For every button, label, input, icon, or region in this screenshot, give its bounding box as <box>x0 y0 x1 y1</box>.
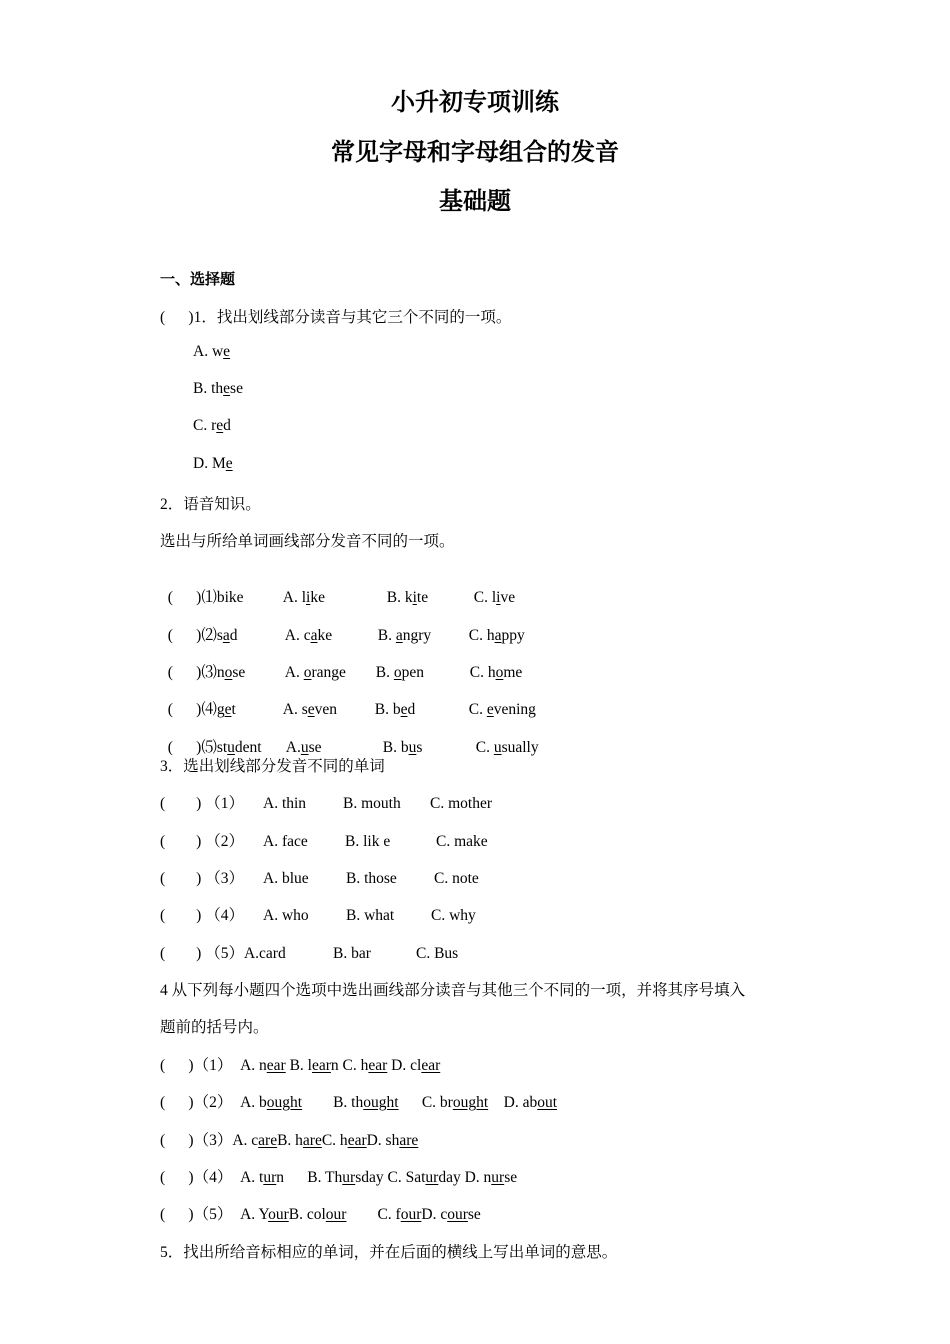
q2-item: ( )⑴bike A. like B. kite C. live <box>167 589 516 606</box>
q1-option-a: A. we <box>193 343 231 360</box>
q1-option-c: C. red <box>193 417 231 434</box>
q4-item: ( )（3）A. careB. hareC. hearD. share <box>160 1132 419 1149</box>
q3-stem: 3．选出划线部分发音不同的单词 <box>160 758 385 775</box>
q2-item: ( )⑸student A.use B. bus C. usually <box>167 739 539 756</box>
q4-item: ( )（1） A. near B. learn C. hear D. clear <box>160 1057 441 1074</box>
q5-stem: 5．找出所给音标相应的单词，并在后面的横线上写出单词的意思。 <box>160 1244 618 1261</box>
q2-item: ( )⑶nose A. orange B. open C. home <box>167 664 523 681</box>
page-title: 小升初专项训练 <box>391 90 559 116</box>
q3-item: ( ) （5）A.card B. bar C. Bus <box>160 945 459 962</box>
q3-item: ( ) （1） A. thin B. mouth C. mother <box>160 795 492 812</box>
q4-item: ( )（5） A. YourB. colour C. fourD. course <box>160 1206 481 1223</box>
q4-stem-continued: 题前的括号内。 <box>160 1019 269 1036</box>
page-subtitle: 常见字母和字母组合的发音 <box>331 140 619 166</box>
q3-item: ( ) （3） A. blue B. those C. note <box>160 870 479 887</box>
q1-stem: ( )1．找出划线部分读音与其它三个不同的一项。 <box>160 309 512 326</box>
q1-option-d: D. Me <box>193 455 233 472</box>
q3-item: ( ) （4） A. who B. what C. why <box>160 907 476 924</box>
q4-item: ( )（2） A. bought B. thought C. brought D. about <box>160 1094 558 1111</box>
q4-item: ( )（4） A. turn B. Thursday C. Saturday D. nurse <box>160 1169 518 1186</box>
q3-item: ( ) （2） A. face B. lik e C. make <box>160 833 488 850</box>
q4-stem: 4 从下列每小题四个选项中选出画线部分读音与其他三个不同的一项，并将其序号填入 <box>160 982 746 999</box>
q2-stem: 2．语音知识。 <box>160 496 261 513</box>
q1-option-b: B. these <box>193 380 243 397</box>
difficulty-label: 基础题 <box>439 189 511 215</box>
q2-item: ( )⑷get A. seven B. bed C. evening <box>167 701 536 718</box>
q2-item: ( )⑵sad A. cake B. angry C. happy <box>167 627 525 644</box>
section-heading: 一、选择题 <box>160 272 236 288</box>
q2-instruction: 选出与所给单词画线部分发音不同的一项。 <box>160 533 455 550</box>
